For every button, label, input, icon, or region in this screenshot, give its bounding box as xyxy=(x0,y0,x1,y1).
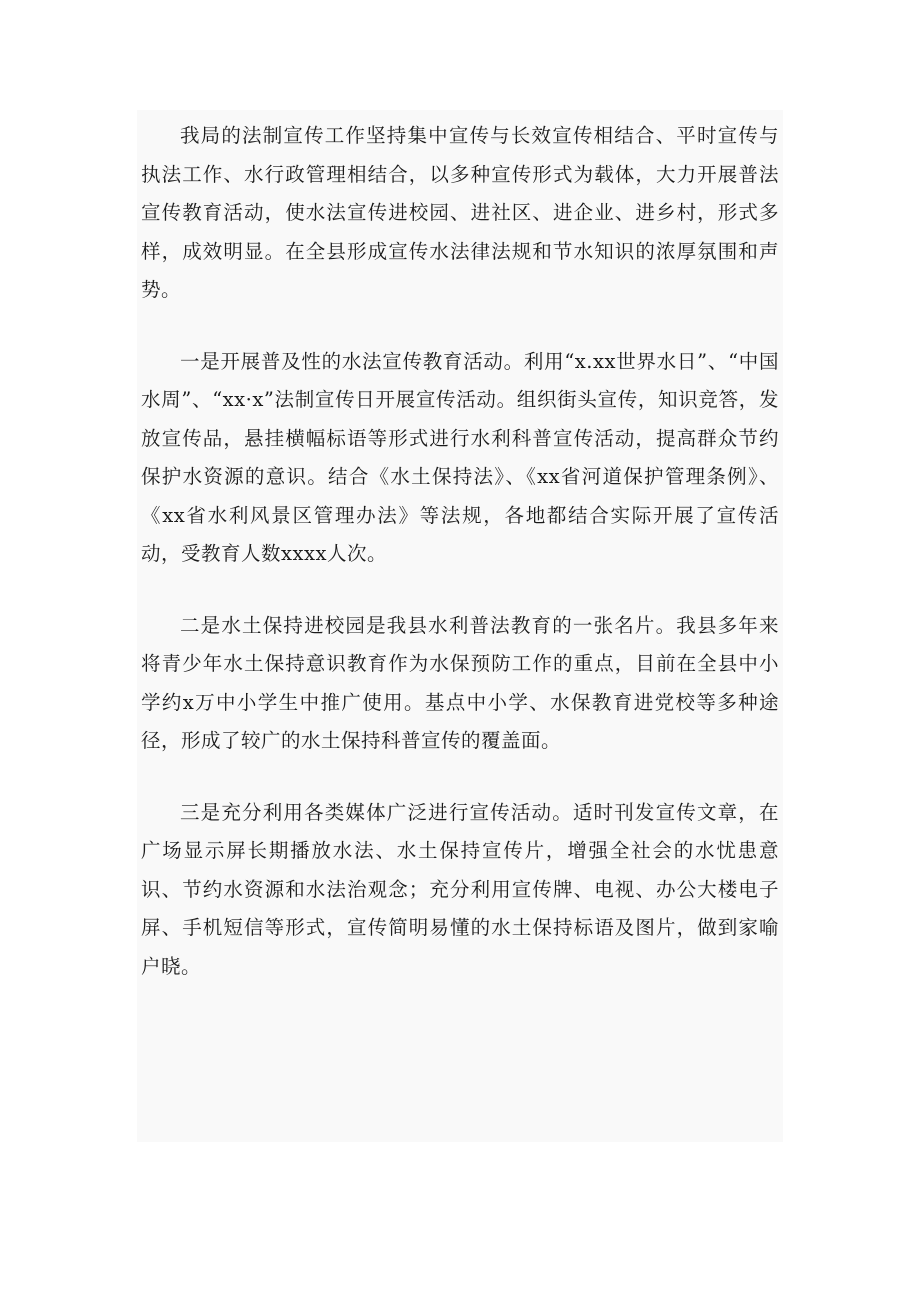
paragraph-three: 三是充分利用各类媒体广泛进行宣传活动。适时刊发宣传文章，在广场显示屏长期播放水法、水土保持宣传片，增强全社会的水忧患意识、节约水资源和水法治观念；充分利用宣传牌、电视、办公大楼电子屏、手机短信等形式，宣传简明易懂的水土保持标语及图片，做到家喻户晓。 xyxy=(141,800,779,978)
paragraph-one: 一是开展普及性的水法宣传教育活动。利用“x.xx世界水日”、“中国水周”、“xx·x”法制宣传日开展宣传活动。组织街头宣传，知识竞答，发放宣传品，悬挂横幅标语等形式进行水利科普宣传活动，提高群众节约保护水资源的意识。结合《水土保持法》、《xx省河道保护管理条例》、《xx省水利风景区管理办法》等法规，各地都结合实际开展了宣传活动，受教育人数xxxx人次。 xyxy=(141,349,779,565)
paragraph-intro: 我局的法制宣传工作坚持集中宣传与长效宣传相结合、平时宣传与执法工作、水行政管理相结合，以多种宣传形式为载体，大力开展普法宣传教育活动，使水法宣传进校园、进社区、进企业、进乡村，形式多样，成效明显。在全县形成宣传水法律法规和节水知识的浓厚氛围和声势。 xyxy=(141,124,779,301)
document-text-block xyxy=(137,110,783,1142)
paragraph-two: 二是水土保持进校园是我县水利普法教育的一张名片。我县多年来将青少年水土保持意识教育作为水保预防工作的重点，目前在全县中小学约x万中小学生中推广使用。基点中小学、水保教育进党校等多种途径，形成了较广的水土保持科普宣传的覆盖面。 xyxy=(141,613,779,752)
